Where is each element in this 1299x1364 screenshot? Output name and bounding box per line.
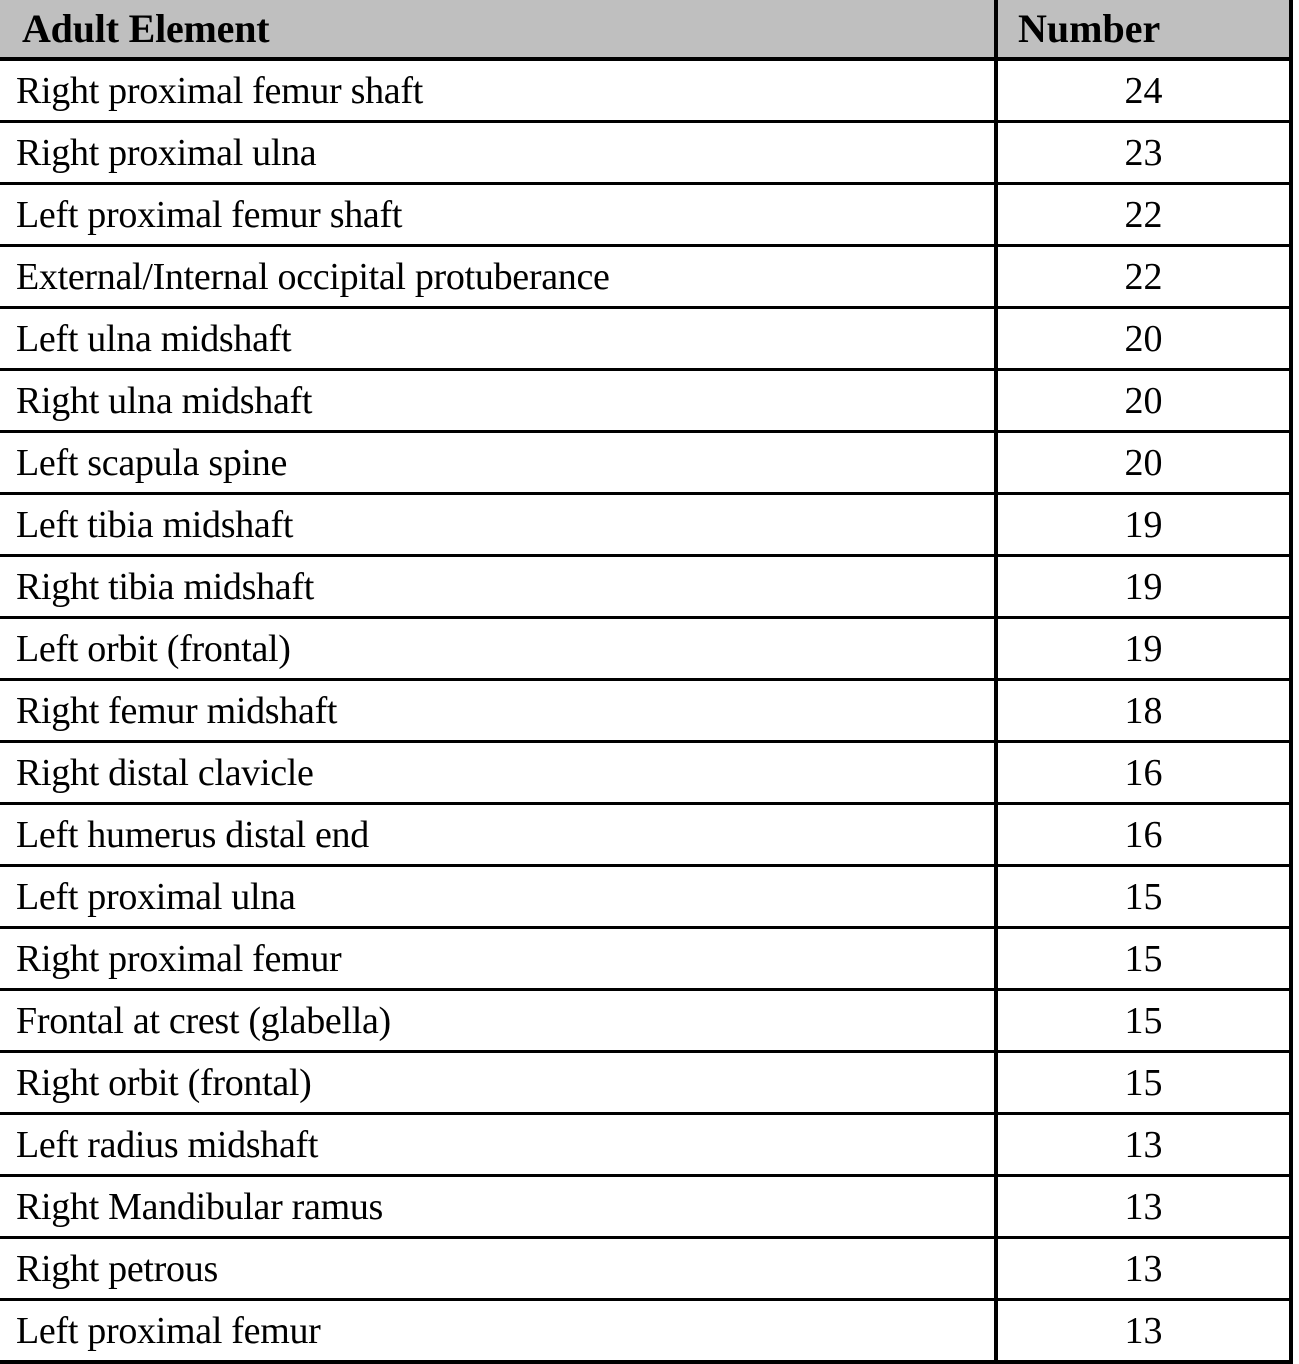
cell-number: 19: [996, 618, 1291, 680]
table-row: [0, 494, 1291, 556]
table-row: [0, 928, 1291, 990]
cell-number: 15: [996, 866, 1291, 928]
cell-number: 15: [996, 1052, 1291, 1114]
cell-number: 13: [996, 1300, 1291, 1363]
table-row: [0, 432, 1291, 494]
cell-number: 20: [996, 432, 1291, 494]
cell-adult-element: Right orbit (frontal): [0, 1052, 996, 1114]
cell-adult-element: Right tibia midshaft: [0, 556, 996, 618]
cell-adult-element: Right ulna midshaft: [0, 370, 996, 432]
table-row: [0, 1300, 1291, 1363]
cell-adult-element: Right petrous: [0, 1238, 996, 1300]
cell-adult-element: Left humerus distal end: [0, 804, 996, 866]
cell-number: 22: [996, 246, 1291, 308]
table-row: [0, 804, 1291, 866]
cell-number: 15: [996, 928, 1291, 990]
cell-adult-element: Right Mandibular ramus: [0, 1176, 996, 1238]
cell-number: 18: [996, 680, 1291, 742]
cell-adult-element: Left scapula spine: [0, 432, 996, 494]
table-row: [0, 1114, 1291, 1176]
table-row: [0, 370, 1291, 432]
column-header-adult-element: Adult Element: [0, 0, 996, 59]
cell-adult-element: Right proximal femur: [0, 928, 996, 990]
cell-number: 22: [996, 184, 1291, 246]
cell-adult-element: Right proximal ulna: [0, 122, 996, 184]
cell-adult-element: Left proximal ulna: [0, 866, 996, 928]
cell-number: 13: [996, 1176, 1291, 1238]
cell-number: 16: [996, 742, 1291, 804]
cell-adult-element: Left tibia midshaft: [0, 494, 996, 556]
table-row: [0, 1176, 1291, 1238]
cell-adult-element: Right distal clavicle: [0, 742, 996, 804]
cell-adult-element: Right femur midshaft: [0, 680, 996, 742]
table-body: [0, 59, 1291, 1362]
cell-number: 13: [996, 1238, 1291, 1300]
cell-adult-element: Left orbit (frontal): [0, 618, 996, 680]
cell-number: 15: [996, 990, 1291, 1052]
cell-number: 20: [996, 308, 1291, 370]
table-row: [0, 866, 1291, 928]
cell-number: 16: [996, 804, 1291, 866]
column-header-number: Number: [996, 0, 1291, 59]
table-row: [0, 618, 1291, 680]
table-header: [0, 0, 1291, 59]
table-row: [0, 1238, 1291, 1300]
cell-number: 20: [996, 370, 1291, 432]
cell-number: 23: [996, 122, 1291, 184]
table-row: [0, 990, 1291, 1052]
table-row: [0, 184, 1291, 246]
table-row: [0, 122, 1291, 184]
cell-adult-element: External/Internal occipital protuberance: [0, 246, 996, 308]
cell-number: 19: [996, 556, 1291, 618]
cell-adult-element: Frontal at crest (glabella): [0, 990, 996, 1052]
table-row: [0, 59, 1291, 122]
cell-number: 24: [996, 59, 1291, 122]
table-row: [0, 1052, 1291, 1114]
cell-number: 19: [996, 494, 1291, 556]
table-row: [0, 556, 1291, 618]
cell-adult-element: Left ulna midshaft: [0, 308, 996, 370]
cell-adult-element: Left radius midshaft: [0, 1114, 996, 1176]
cell-adult-element: Left proximal femur: [0, 1300, 996, 1363]
table-row: [0, 742, 1291, 804]
header-row: [0, 0, 1291, 59]
cell-adult-element: Right proximal femur shaft: [0, 59, 996, 122]
table-row: [0, 246, 1291, 308]
cell-adult-element: Left proximal femur shaft: [0, 184, 996, 246]
table-row: [0, 308, 1291, 370]
table-row: [0, 680, 1291, 742]
cell-number: 13: [996, 1114, 1291, 1176]
